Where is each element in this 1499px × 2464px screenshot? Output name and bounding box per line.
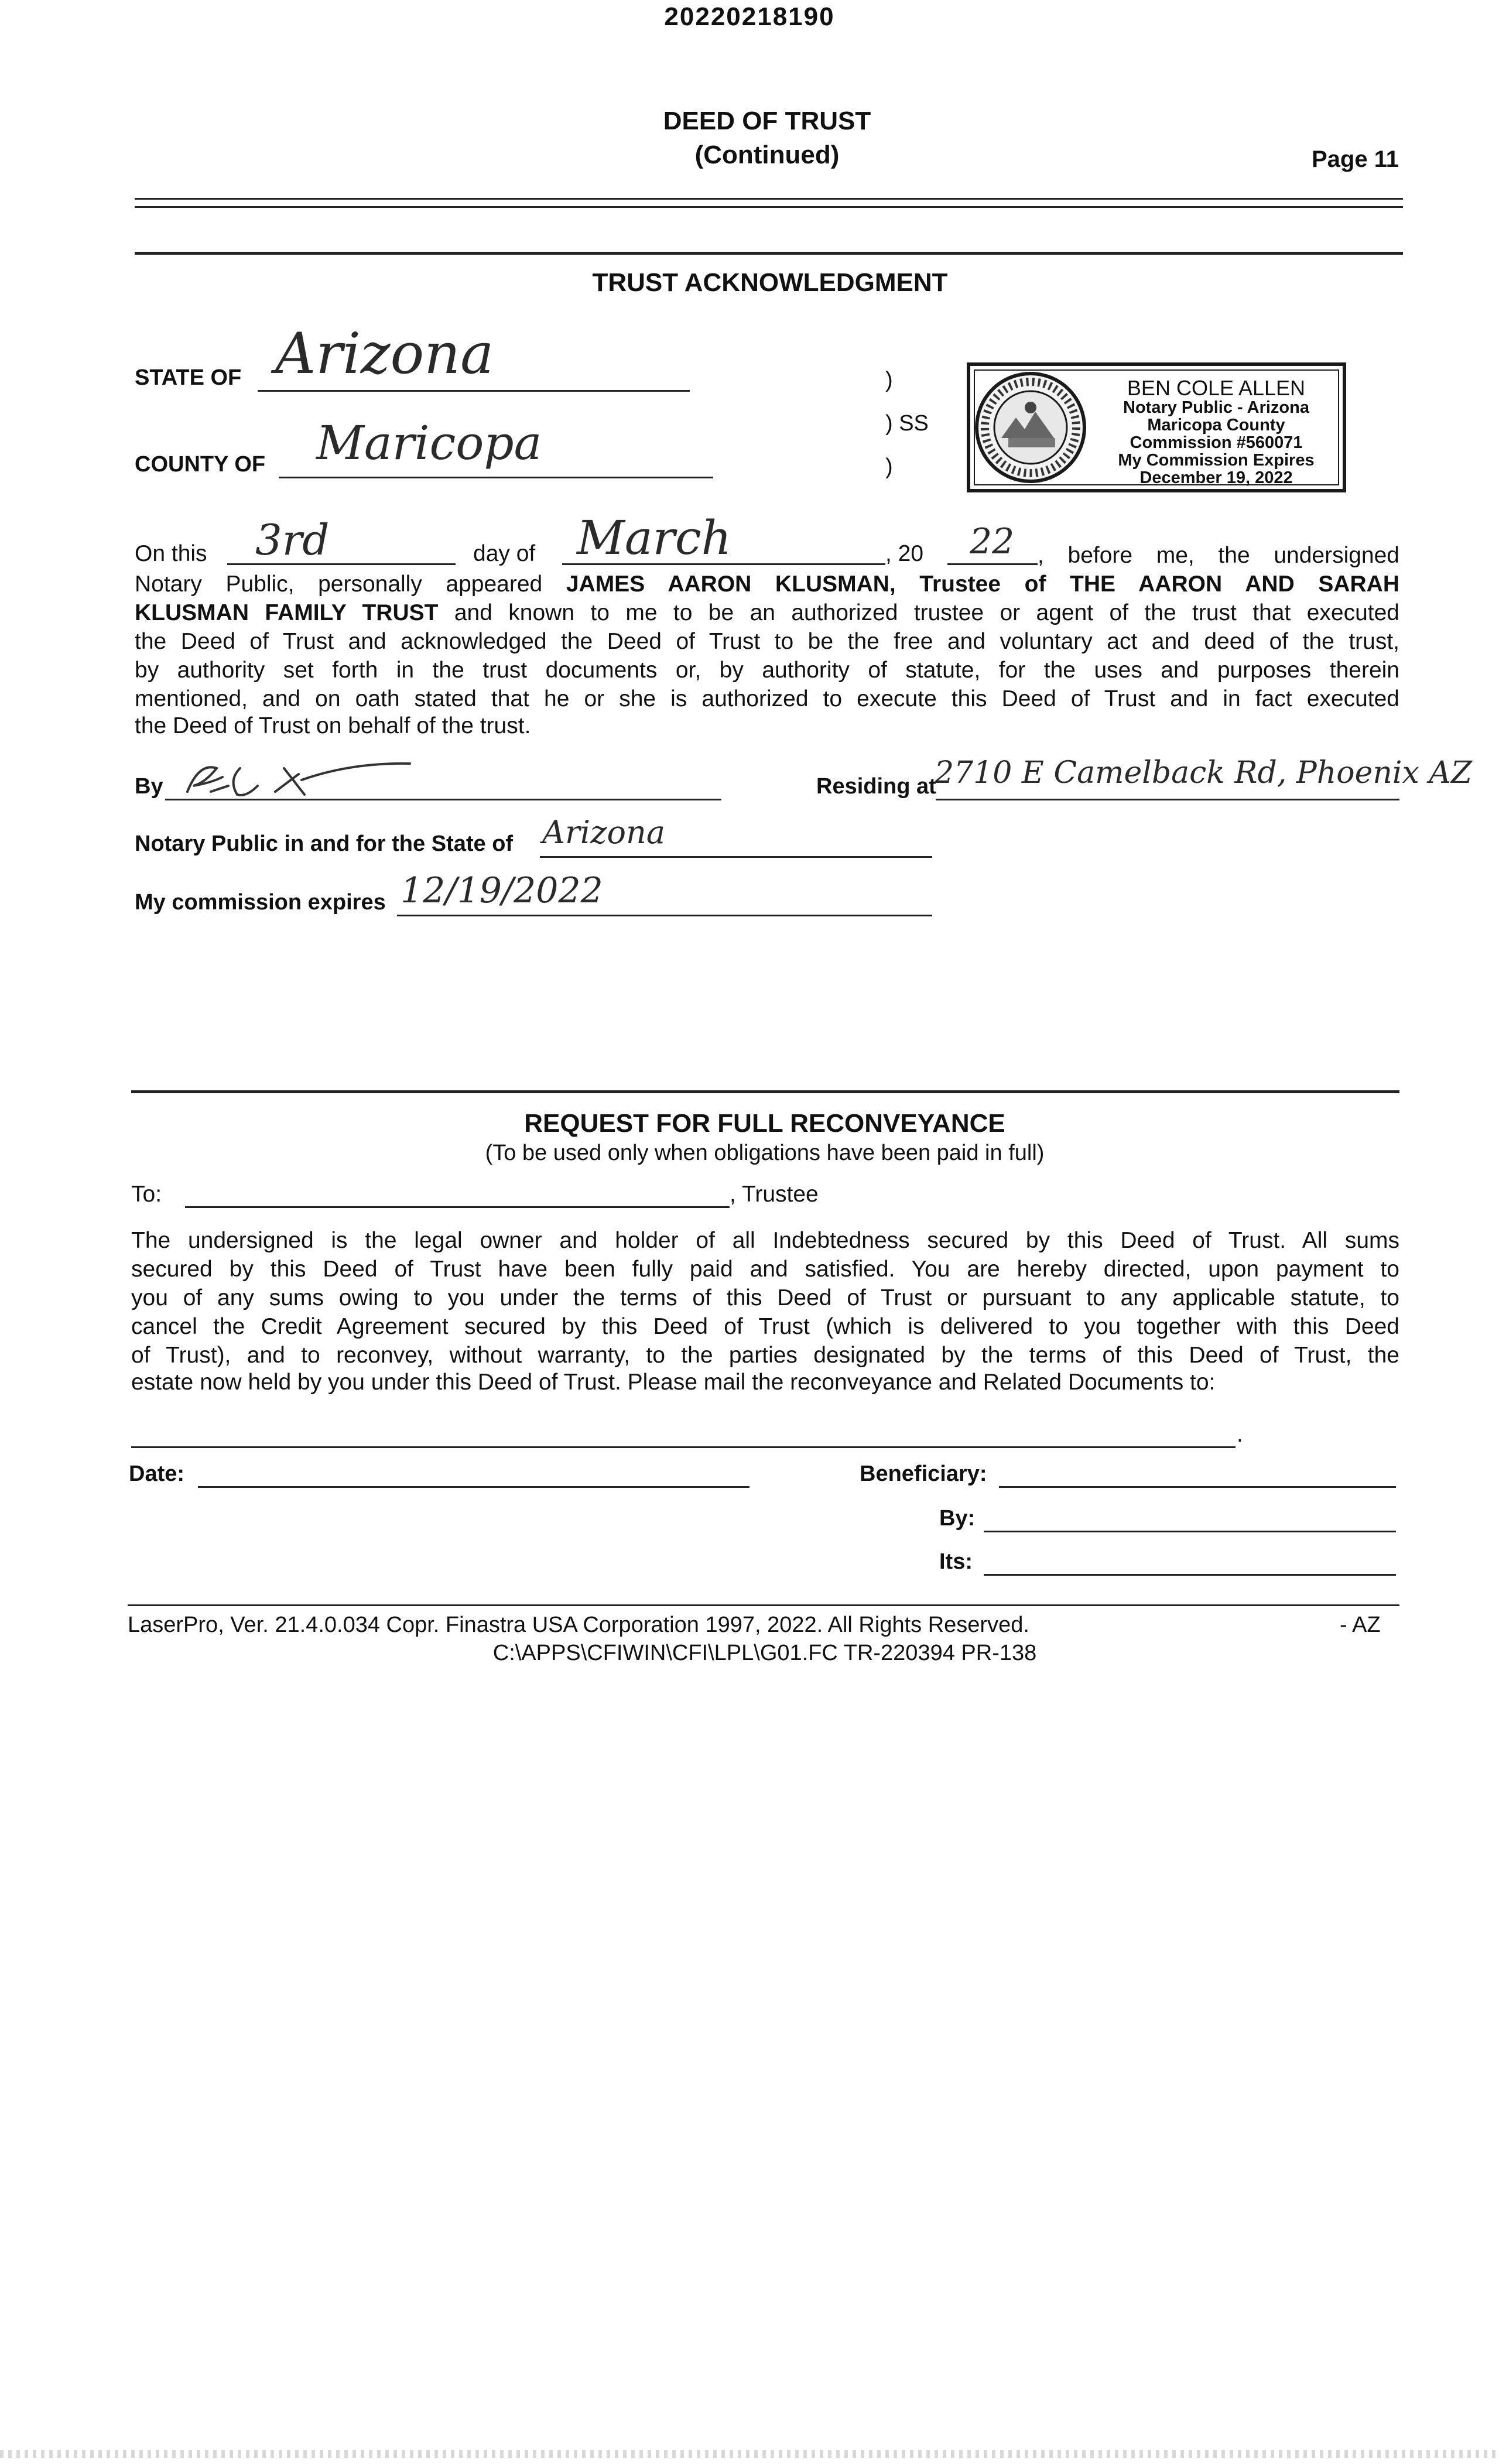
recon-para-1: The undersigned is the legal owner and holder of all Indebtedness secured by this Deed of Trust. All sums: [131, 1228, 1399, 1253]
county-label: COUNTY OF: [135, 452, 266, 477]
residing-handwritten: 2710 E Camelback Rd, Phoenix AZ: [935, 755, 1473, 790]
by-label: By: [135, 774, 163, 799]
ack-line-2a: Notary Public, personally appeared: [135, 571, 543, 597]
paren-1: ): [885, 368, 893, 392]
page-title: DEED OF TRUST: [663, 107, 871, 135]
seal-name: BEN COLE ALLEN: [1127, 376, 1306, 400]
county-handwritten: Maricopa: [316, 416, 542, 470]
commission-label: My commission expires: [135, 890, 386, 915]
document-number: 20220218190: [664, 2, 835, 31]
reconveyance-heading: REQUEST FOR FULL RECONVEYANCE: [524, 1109, 1005, 1138]
month-handwritten: March: [577, 511, 732, 565]
ack-year-prefix: , 20: [885, 541, 924, 566]
footer-rule: [128, 1604, 1399, 1606]
seal-line4: My Commission Expires: [1118, 451, 1315, 470]
trustee-suffix: , Trustee: [730, 1182, 819, 1207]
ack-on-this: On this: [135, 541, 207, 566]
page-subtitle: (Continued): [694, 141, 840, 169]
state-label: STATE OF: [135, 365, 242, 390]
its-label: Its:: [939, 1549, 973, 1574]
section-rule-reconveyance: [131, 1090, 1399, 1093]
ack-line-5: by authority set forth in the trust documents or, by authority of statute, for the uses and purposes therein: [135, 658, 1399, 683]
state-handwritten: Arizona: [275, 321, 494, 386]
footer-az: - AZ: [1340, 1613, 1381, 1637]
ack-line-3: [135, 598, 1399, 627]
recon-by-line: [984, 1513, 1396, 1532]
paren-ss: ) SS: [885, 411, 929, 436]
reconveyance-subheading: (To be used only when obligations have been paid in full): [485, 1141, 1045, 1165]
ack-line-2b: JAMES AARON KLUSMAN, Trustee of THE AARON AND SARAH: [566, 571, 1400, 597]
recon-para-5: of Trust), and to reconvey, without warranty, to the parties designated by the terms of this Deed of Trust, the: [131, 1343, 1399, 1368]
day-handwritten: 3rd: [255, 515, 330, 564]
date-label: Date:: [129, 1462, 185, 1486]
ack-line-3a: KLUSMAN FAMILY TRUST: [135, 600, 439, 625]
scan-edge: [0, 2450, 1499, 2458]
mail-to-line: [131, 1429, 1236, 1448]
header-rule-top: [135, 198, 1403, 200]
footer-line-1: LaserPro, Ver. 21.4.0.034 Copr. Finastra USA Corporation 1997, 2022. All Rights Reserved.: [128, 1613, 1029, 1637]
year-handwritten: 22: [970, 521, 1015, 562]
notary-seal-stamp: [966, 362, 1347, 493]
footer-line-2: C:\APPS\CFIWIN\CFI\LPL\G01.FC TR-220394 PR-138: [492, 1641, 1037, 1665]
recon-para-2: secured by this Deed of Trust have been fully paid and satisfied. You are hereby directed, upon payment to: [131, 1257, 1399, 1282]
recon-para-3: you of any sums owing to you under the terms of this Deed of Trust or pursuant to any applicable statute, to: [131, 1285, 1399, 1310]
paren-3: ): [885, 454, 893, 479]
to-line: [185, 1189, 730, 1208]
beneficiary-line: [999, 1469, 1396, 1488]
ack-line-3b: and known to me to be an authorized trustee or agent of the trust that executed: [454, 600, 1399, 625]
seal-line5: December 19, 2022: [1139, 468, 1293, 487]
ack-line-4: the Deed of Trust and acknowledged the Deed of Trust to be the free and voluntary act and deed of the trust,: [135, 629, 1399, 654]
ack-line-7: the Deed of Trust on behalf of the trust.: [135, 713, 531, 738]
ack-day-of: day of: [473, 541, 536, 566]
page-number: Page 11: [1312, 146, 1399, 172]
header-rule-bottom: [135, 206, 1403, 208]
commission-handwritten: 12/19/2022: [401, 870, 603, 911]
recon-para-6: estate now held by you under this Deed of Trust. Please mail the reconveyance and Related Documents to:: [131, 1370, 1216, 1395]
trust-ack-heading: TRUST ACKNOWLEDGMENT: [592, 268, 948, 297]
section-rule-ack: [135, 252, 1403, 255]
recon-by-label: By:: [939, 1506, 976, 1531]
mail-to-period: .: [1237, 1422, 1243, 1447]
residing-label: Residing at: [816, 774, 936, 799]
its-line: [984, 1556, 1396, 1576]
notary-state-label: Notary Public in and for the State of: [135, 831, 514, 856]
ack-line-6: mentioned, and on oath stated that he or she is authorized to execute this Deed of Trust and in fact executed: [135, 686, 1399, 711]
seal-line1: Notary Public - Arizona: [1123, 398, 1309, 417]
date-line: [198, 1469, 750, 1488]
to-label: To:: [131, 1182, 162, 1207]
ack-line-2: [135, 570, 1399, 598]
ack-before-me: , before me, the undersigned: [1038, 543, 1399, 568]
seal-line3: Commission #560071: [1130, 433, 1303, 452]
notary-signature: [176, 751, 422, 809]
seal-line2: Maricopa County: [1147, 416, 1285, 434]
notary-state-handwritten: Arizona: [542, 814, 666, 851]
beneficiary-label: Beneficiary:: [860, 1462, 987, 1486]
recon-para-4: cancel the Credit Agreement secured by this Deed of Trust (which is delivered to you together with this Deed: [131, 1314, 1399, 1339]
